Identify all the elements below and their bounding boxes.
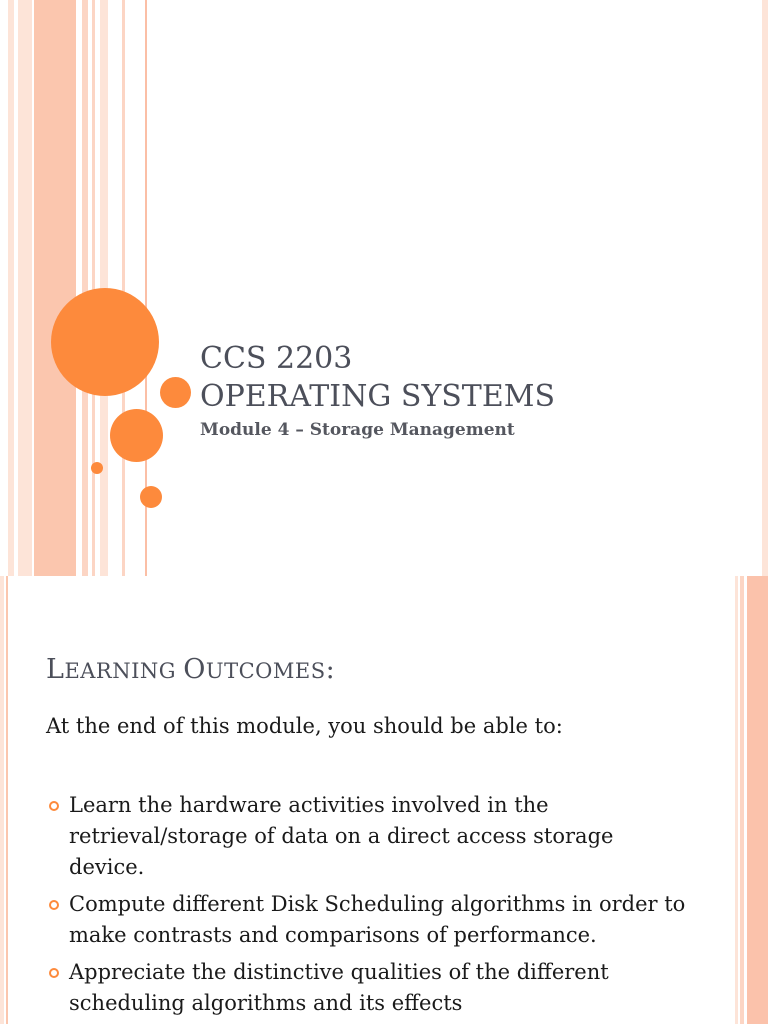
title-block xyxy=(200,340,555,440)
decorative-circle xyxy=(140,486,162,508)
heading-part: EARNING xyxy=(64,659,184,683)
decorative-stripe xyxy=(82,0,88,576)
heading-part: L xyxy=(46,654,65,685)
decorative-stripe xyxy=(735,576,738,1024)
heading-part: UTCOMES xyxy=(205,659,326,683)
module-subtitle: Module 4 – Storage Management xyxy=(200,420,515,440)
decorative-stripe xyxy=(747,576,768,1024)
decorative-stripe xyxy=(122,0,125,576)
list-item-text: Learn the hardware activities involved in the retrieval/storage of data on a direct access storage device. xyxy=(69,793,614,879)
list-item-text: Appreciate the distinctive qualities of the different scheduling algorithms and its effects xyxy=(69,960,609,1015)
decorative-stripe xyxy=(0,576,4,1024)
decorative-stripe xyxy=(34,0,76,576)
outcome-list xyxy=(46,790,686,1024)
list-item xyxy=(46,957,686,1019)
slide-heading xyxy=(46,654,335,685)
decorative-stripe xyxy=(18,0,32,576)
decorative-stripe xyxy=(8,0,14,576)
bullet-circle-icon xyxy=(49,801,59,811)
decorative-stripe xyxy=(762,0,768,576)
bullet-circle-icon xyxy=(49,900,59,910)
course-title: OPERATING SYSTEMS xyxy=(200,379,555,414)
list-item xyxy=(46,790,686,883)
list-item-text: Compute different Disk Scheduling algorithms in order to make contrasts and comparisons of performance. xyxy=(69,892,686,947)
decorative-circle xyxy=(110,409,163,462)
learning-outcomes-slide xyxy=(0,576,768,1024)
intro-text: At the end of this module, you should be able to: xyxy=(46,714,563,738)
bullet-circle-icon xyxy=(49,968,59,978)
heading-part: : xyxy=(325,654,336,685)
decorative-circle-large xyxy=(51,288,159,396)
decorative-stripe xyxy=(6,576,8,1024)
decorative-circle-small xyxy=(91,462,103,474)
course-code: CCS 2203 xyxy=(200,341,353,376)
list-item xyxy=(46,889,686,951)
decorative-circle xyxy=(160,377,191,408)
decorative-stripe xyxy=(740,576,744,1024)
heading-part: O xyxy=(183,654,206,685)
